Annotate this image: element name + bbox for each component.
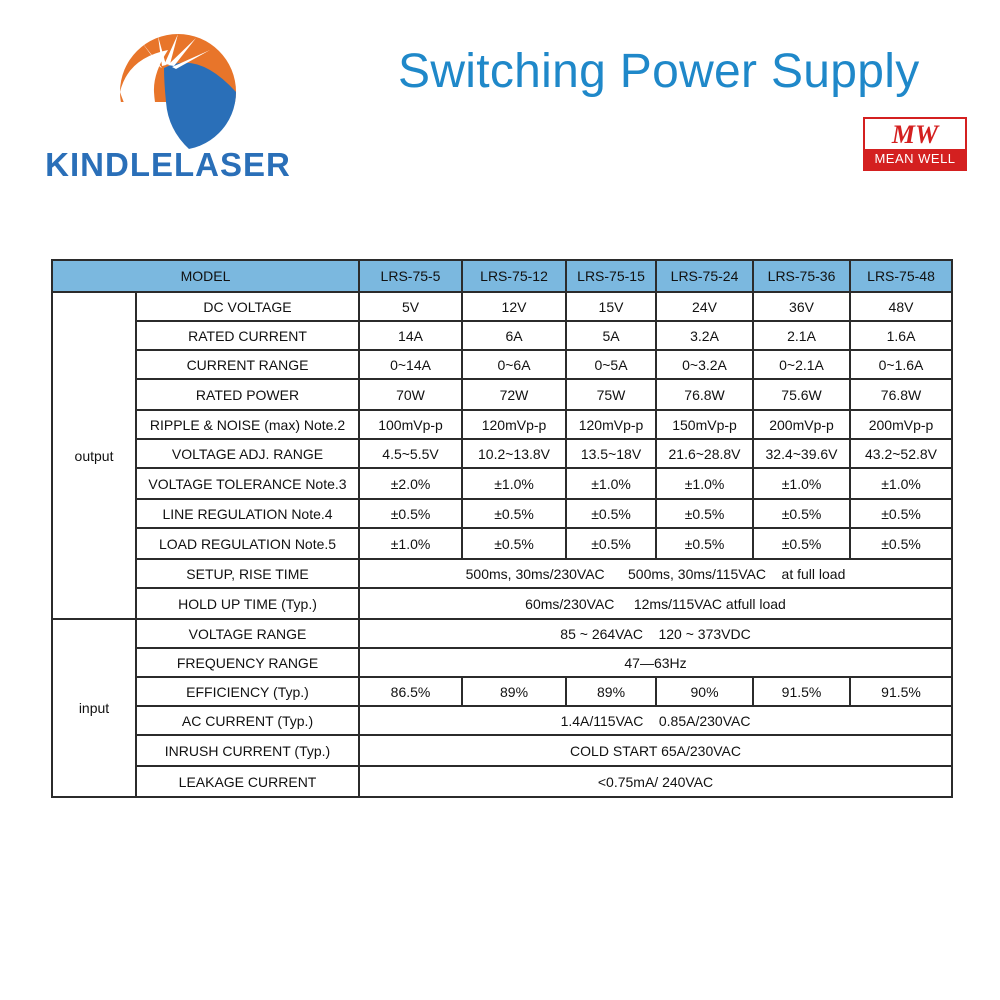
value-cell: 120mVp-p — [566, 410, 656, 439]
value-cell: 0~6A — [462, 350, 566, 379]
table-row — [52, 559, 952, 588]
span-value-cell: <0.75mA/ 240VAC — [359, 766, 952, 797]
value-cell: 5A — [566, 321, 656, 350]
value-cell: ±1.0% — [753, 468, 850, 499]
table-row — [52, 706, 952, 735]
value-cell: 86.5% — [359, 677, 462, 706]
span-value-cell: 1.4A/115VAC 0.85A/230VAC — [359, 706, 952, 735]
model-cell: LRS-75-12 — [462, 260, 566, 292]
table-row — [52, 766, 952, 797]
table-row — [52, 468, 952, 499]
model-cell: LRS-75-5 — [359, 260, 462, 292]
value-cell: 12V — [462, 292, 566, 321]
value-cell: 6A — [462, 321, 566, 350]
table-row — [52, 439, 952, 468]
page-title: Switching Power Supply — [398, 45, 920, 98]
mean-well-badge — [863, 117, 967, 171]
table-row — [52, 735, 952, 766]
row-label: DC VOLTAGE — [136, 292, 359, 321]
value-cell: 89% — [566, 677, 656, 706]
value-cell: 0~1.6A — [850, 350, 952, 379]
value-cell: 2.1A — [753, 321, 850, 350]
value-cell: 1.6A — [850, 321, 952, 350]
value-cell: ±0.5% — [656, 499, 753, 528]
row-label: RATED POWER — [136, 379, 359, 410]
value-cell: 15V — [566, 292, 656, 321]
mean-well-name: MEAN WELL — [865, 149, 965, 169]
value-cell: 150mVp-p — [656, 410, 753, 439]
table-row — [52, 499, 952, 528]
value-cell: 72W — [462, 379, 566, 410]
span-value-cell: 60ms/230VAC 12ms/115VAC atfull load — [359, 588, 952, 619]
value-cell: 200mVp-p — [753, 410, 850, 439]
row-label: RIPPLE & NOISE (max) Note.2 — [136, 410, 359, 439]
model-cell: LRS-75-15 — [566, 260, 656, 292]
row-label: SETUP, RISE TIME — [136, 559, 359, 588]
table-row — [52, 528, 952, 559]
row-label: VOLTAGE TOLERANCE Note.3 — [136, 468, 359, 499]
value-cell: 75.6W — [753, 379, 850, 410]
row-label: RATED CURRENT — [136, 321, 359, 350]
row-label: FREQUENCY RANGE — [136, 648, 359, 677]
value-cell: 48V — [850, 292, 952, 321]
value-cell: 91.5% — [850, 677, 952, 706]
brand-name: KINDLELASER — [45, 146, 291, 183]
value-cell: ±1.0% — [566, 468, 656, 499]
table-row — [52, 619, 952, 648]
value-cell: 76.8W — [656, 379, 753, 410]
value-cell: ±1.0% — [850, 468, 952, 499]
row-label: LEAKAGE CURRENT — [136, 766, 359, 797]
value-cell: 21.6~28.8V — [656, 439, 753, 468]
value-cell: 200mVp-p — [850, 410, 952, 439]
value-cell: 75W — [566, 379, 656, 410]
value-cell: 0~5A — [566, 350, 656, 379]
row-label: VOLTAGE ADJ. RANGE — [136, 439, 359, 468]
table-row — [52, 292, 952, 321]
value-cell: 90% — [656, 677, 753, 706]
row-label: AC CURRENT (Typ.) — [136, 706, 359, 735]
span-value-cell: 47—63Hz — [359, 648, 952, 677]
sunrise-globe-icon — [98, 28, 258, 158]
row-label: HOLD UP TIME (Typ.) — [136, 588, 359, 619]
value-cell: ±2.0% — [359, 468, 462, 499]
value-cell: 10.2~13.8V — [462, 439, 566, 468]
value-cell: 0~14A — [359, 350, 462, 379]
value-cell: ±1.0% — [462, 468, 566, 499]
value-cell: 43.2~52.8V — [850, 439, 952, 468]
mw-logo-glyph: MW — [891, 120, 939, 149]
value-cell: 0~2.1A — [753, 350, 850, 379]
value-cell: ±1.0% — [656, 468, 753, 499]
model-header: MODEL — [52, 260, 359, 292]
value-cell: ±0.5% — [359, 499, 462, 528]
value-cell: 120mVp-p — [462, 410, 566, 439]
value-cell: ±0.5% — [566, 528, 656, 559]
value-cell: 0~3.2A — [656, 350, 753, 379]
value-cell: ±0.5% — [850, 499, 952, 528]
span-value-cell: 85 ~ 264VAC 120 ~ 373VDC — [359, 619, 952, 648]
table-row — [52, 321, 952, 350]
group-label-output: output — [52, 292, 136, 619]
value-cell: ±0.5% — [850, 528, 952, 559]
value-cell: 24V — [656, 292, 753, 321]
value-cell: 3.2A — [656, 321, 753, 350]
model-cell: LRS-75-36 — [753, 260, 850, 292]
span-value-cell: COLD START 65A/230VAC — [359, 735, 952, 766]
value-cell: 14A — [359, 321, 462, 350]
row-label: INRUSH CURRENT (Typ.) — [136, 735, 359, 766]
value-cell: ±0.5% — [566, 499, 656, 528]
value-cell: 5V — [359, 292, 462, 321]
row-label: CURRENT RANGE — [136, 350, 359, 379]
table-row — [52, 350, 952, 379]
value-cell: ±0.5% — [462, 499, 566, 528]
model-cell: LRS-75-24 — [656, 260, 753, 292]
row-label: VOLTAGE RANGE — [136, 619, 359, 648]
value-cell: ±0.5% — [462, 528, 566, 559]
value-cell: 89% — [462, 677, 566, 706]
spec-table — [51, 259, 953, 798]
table-row — [52, 648, 952, 677]
table-row — [52, 379, 952, 410]
table-row — [52, 677, 952, 706]
header-row — [52, 260, 952, 292]
value-cell: 100mVp-p — [359, 410, 462, 439]
value-cell: ±0.5% — [753, 499, 850, 528]
group-label-input: input — [52, 619, 136, 797]
brand-logo — [28, 28, 308, 188]
value-cell: 70W — [359, 379, 462, 410]
value-cell: 76.8W — [850, 379, 952, 410]
table-row — [52, 410, 952, 439]
value-cell: ±0.5% — [656, 528, 753, 559]
value-cell: 32.4~39.6V — [753, 439, 850, 468]
span-value-cell: 500ms, 30ms/230VAC 500ms, 30ms/115VAC at full load — [359, 559, 952, 588]
value-cell: 91.5% — [753, 677, 850, 706]
value-cell: ±1.0% — [359, 528, 462, 559]
row-label: LINE REGULATION Note.4 — [136, 499, 359, 528]
value-cell: 13.5~18V — [566, 439, 656, 468]
value-cell: ±0.5% — [753, 528, 850, 559]
value-cell: 4.5~5.5V — [359, 439, 462, 468]
table-row — [52, 588, 952, 619]
row-label: LOAD REGULATION Note.5 — [136, 528, 359, 559]
row-label: EFFICIENCY (Typ.) — [136, 677, 359, 706]
model-cell: LRS-75-48 — [850, 260, 952, 292]
value-cell: 36V — [753, 292, 850, 321]
